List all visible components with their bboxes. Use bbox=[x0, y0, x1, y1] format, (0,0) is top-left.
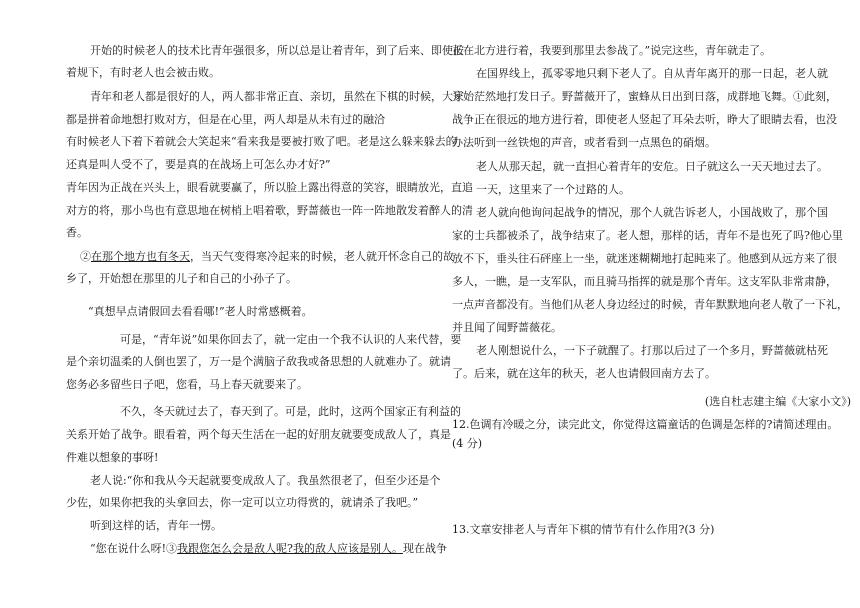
text-line: 青年和老人都是很好的人，两人都非常正直、亲切，虽然在下棋的时候，大家 bbox=[90, 90, 464, 103]
text-line: 是个亲切温柔的人倒也罢了，万一是个满脑子敌我或备思想的人就难办了。就请 bbox=[66, 355, 451, 368]
text-line: 都是拼着命地想打败对方，但是在心里，两人却是从未有过的融洽 bbox=[66, 113, 385, 126]
text-line: 在国界线上，孤零零地只剩下老人了。自从青年离开的那一日起，老人就 bbox=[476, 67, 828, 80]
text-span: “您在说什么呀!③ bbox=[90, 542, 178, 555]
text-line: 办法听到一丝铁炮的声音，或者看到一点黑色的硝烟。 bbox=[452, 136, 716, 149]
text-line: 您务必多留些日子吧，您看，马上春天就要来了。 bbox=[66, 378, 308, 391]
marker-2: ② bbox=[80, 250, 91, 263]
text-line: 战争正在很远的地方进行着，即使老人竖起了耳朵去听，睁大了眼睛去看，也没 bbox=[452, 113, 837, 126]
text-line bbox=[80, 250, 454, 264]
underlined-phrase-3: 我跟您怎么会是敌人呢?我的敌人应该是别人。 bbox=[177, 542, 403, 555]
text-span: 现在战争 bbox=[402, 542, 447, 555]
text-line: 一点声音都没有。当他们从老人身边经过的时候，青年默默地向老人敬了一下礼， bbox=[452, 298, 848, 311]
text-line: 少佐，如果你把我的头拿回去，你一定可以立功得赏的，就请杀了我吧。” bbox=[66, 496, 419, 509]
text-line: 家的士兵都被杀了，战争结束了。老人想，那样的话，青年不是也死了吗?他心里 bbox=[452, 229, 843, 242]
text-line: 不久，冬天就过去了，春天到了。可是，此时，这两个国家正有利益的 bbox=[120, 405, 461, 418]
question-12: 12.色调有冷暖之分，读完此文，你觉得这篇童话的色调是怎样的?请简述理由。 bbox=[452, 418, 839, 431]
text-line: 有时候老人下着下着就会大笑起来“看来我是要被打败了吧。老是这么躲来躲去的 bbox=[66, 135, 457, 148]
text-line: “真想早点请假回去看看哪!”老人时常感概着。 bbox=[88, 305, 313, 318]
text-line: 开始茫然地打发日子。野蔷薇开了，蜜蜂从日出到日落，成群地飞舞。①此刻， bbox=[452, 90, 837, 103]
text-line: 老人从那天起，就一直担心着青年的安危。日子就这么一天天地过去了。 bbox=[476, 160, 828, 173]
text-line: 青年因为正战在兴头上，眼看就要赢了，所以脸上露出得意的笑容，眼睛放光，直追 bbox=[66, 181, 473, 194]
text-line: 正在北方进行着，我要到那里去参战了。”说完这些，青年就走了。 bbox=[452, 44, 772, 57]
text-line: 老人说:“你和我从今天起就要变成敌人了。我虽然很老了，但至少还是个 bbox=[90, 474, 441, 487]
text-line: 乡了，开始想在那里的儿子和自己的小孙子了。 bbox=[66, 272, 297, 285]
text-span: ，当天气变得寒冷起来的时候，老人就开怀念自己的故 bbox=[190, 250, 454, 263]
text-line: 了。后来，就在这年的秋天，老人也请假回南方去了。 bbox=[452, 367, 716, 380]
text-line: 件难以想象的事呀! bbox=[66, 451, 159, 464]
text-line: 香。 bbox=[66, 226, 88, 239]
question-12-points: (4 分) bbox=[452, 437, 483, 450]
text-line: 并且闻了闻野蔷薇花。 bbox=[452, 321, 562, 334]
text-line: 一天，这里来了一个过路的人。 bbox=[476, 183, 630, 196]
text-line: 着规下，有时老人也会被击败。 bbox=[66, 66, 220, 79]
text-line: 对方的将，那小鸟也有意思地在树梢上唱着歌，野蔷薇也一阵一阵地散发着醉人的清 bbox=[66, 204, 473, 217]
text-line bbox=[90, 542, 447, 556]
text-line: 听到这样的话，青年一愣。 bbox=[90, 519, 222, 532]
text-line: 老人刚想说什么，一下子就醒了。打那以后过了一个多月，野蔷薇就枯死 bbox=[476, 344, 828, 357]
source-citation: (选自杜志建主编《大家小文》) bbox=[704, 395, 851, 408]
question-13: 13.文章安排老人与青年下棋的情节有什么作用?(3 分) bbox=[452, 523, 715, 536]
text-line: 老人就向他询问起战争的情况，那个人就告诉老人，小国战败了，那个国 bbox=[476, 206, 828, 219]
text-line: 开始的时候老人的技术比青年强很多，所以总是让着青年，到了后来、即使按 bbox=[90, 44, 464, 57]
text-line: 多人，一瞧，是一支军队，而且骑马指挥的就是那个青年。这支军队非常肃静， bbox=[452, 275, 837, 288]
text-line: 关系开始了战争。眼看着，两个每天生活在一起的好朋友就要变成敌人了，真是 bbox=[66, 428, 451, 441]
text-line: 还真是叫人受不了，要是真的在战场上可怎么办才好?” bbox=[66, 158, 331, 171]
underlined-phrase-2: 在那个地方也有冬天 bbox=[91, 250, 190, 263]
text-line: 可是，“青年说”如果你回去了，就一定由一个我不认识的人来代替，要 bbox=[120, 333, 462, 346]
text-line: 放不下，垂头往石砰座上一坐，就迷迷糊糊地打起盹来了。他感到从远方来了很 bbox=[452, 252, 837, 265]
